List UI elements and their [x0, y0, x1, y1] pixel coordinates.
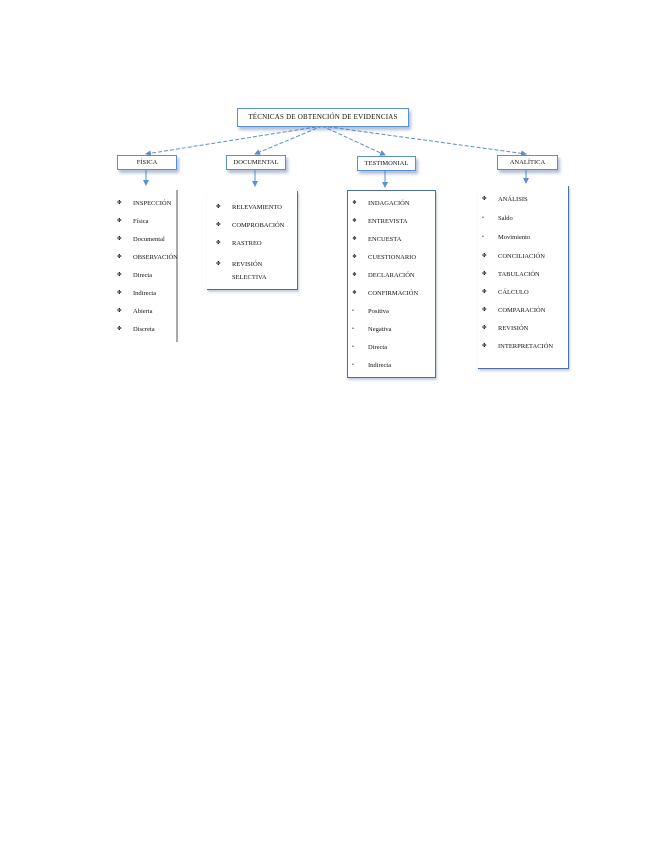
list-item: ✤ CONCILIACIÓN: [482, 253, 545, 260]
bullet-icon: ✤: [117, 290, 122, 296]
category-label: DOCUMENTAL: [233, 159, 279, 166]
list-item: ✤ Documental: [117, 236, 165, 243]
connector-root-fisica: [146, 126, 322, 154]
list-item: ✤ Física: [117, 218, 149, 225]
bullet-icon: •: [482, 234, 484, 240]
bullet-icon: ❖: [352, 290, 357, 296]
list-item: ✤ INTERPRETACIÓN: [482, 343, 554, 350]
category-testimonial: [357, 156, 416, 171]
bullet-icon: ❖: [352, 236, 357, 242]
bullet-icon: •: [482, 215, 484, 221]
bullet-icon: •: [352, 344, 354, 350]
root-label: TÉCNICAS DE OBTENCIÓN DE EVIDENCIAS: [248, 113, 398, 121]
category-label: TESTIMONIAL: [364, 160, 409, 167]
list-item: ✤ COMPARACIÓN: [482, 307, 546, 314]
bullet-icon: ✤: [117, 308, 122, 314]
list-item: ✤ ANÁLISIS: [482, 196, 528, 203]
category-label: ANALÍTICA: [509, 159, 546, 166]
list-item: • Positiva: [352, 308, 389, 315]
bullet-icon: ✤: [482, 343, 487, 349]
list-item: ❖ CUESTIONARIO: [352, 254, 417, 261]
bullet-icon: ✤: [216, 222, 221, 228]
bullet-icon: ✤: [216, 261, 221, 267]
list-analitica: [482, 196, 553, 361]
bullet-icon: •: [352, 326, 354, 332]
category-label: FÍSICA: [136, 159, 158, 166]
list-item: ✤ REVISIÓN SELECTIVA: [216, 258, 278, 284]
bullet-icon: ✤: [482, 307, 487, 313]
bullet-icon: •: [352, 308, 354, 314]
list-item: • Negativa: [352, 326, 392, 333]
list-item: ✤ RASTREO: [216, 240, 262, 247]
list-item: ✤ OBSERVACIÓN: [117, 254, 178, 261]
list-item: ❖ DECLARACIÓN: [352, 272, 415, 279]
list-item: ✤ Indirecta: [117, 290, 157, 297]
list-item: ✤ TABULACIÓN: [482, 271, 540, 278]
bullet-icon: ❖: [352, 254, 357, 260]
list-fisica: [117, 200, 178, 344]
bullet-icon: ✤: [482, 196, 487, 202]
bullet-icon: •: [352, 362, 354, 368]
bullet-icon: ✤: [482, 325, 487, 331]
list-item: • Indirecta: [352, 362, 392, 369]
list-item: ❖ ENTREVISTA: [352, 218, 408, 225]
bullet-icon: ❖: [352, 200, 357, 206]
list-item: • Saldo: [482, 215, 513, 222]
bullet-icon: ✤: [117, 254, 122, 260]
list-testimonial: [352, 200, 418, 380]
bullet-icon: ✤: [117, 200, 122, 206]
bullet-icon: ❖: [352, 218, 357, 224]
bullet-icon: ✤: [216, 204, 221, 210]
bullet-icon: ✤: [117, 236, 122, 242]
category-fisica: [117, 155, 177, 170]
list-item: ✤ INSPECCIÓN: [117, 200, 172, 207]
connector-root-documental: [255, 126, 322, 154]
list-item: ✤ Directa: [117, 272, 153, 279]
root-node: [237, 108, 409, 127]
list-documental: [216, 204, 296, 284]
list-item: • Directa: [352, 344, 388, 351]
category-documental: [226, 155, 286, 170]
list-item: ❖ INDAGACIÓN: [352, 200, 410, 207]
bullet-icon: ✤: [117, 272, 122, 278]
bullet-icon: ❖: [352, 272, 357, 278]
list-item: ❖ CONFIRMACIÓN: [352, 290, 419, 297]
bullet-icon: ✤: [117, 326, 122, 332]
list-item: ❖ ENCUESTA: [352, 236, 402, 243]
list-item: • Movimiento: [482, 234, 531, 241]
bullet-icon: ✤: [117, 218, 122, 224]
bullet-icon: ✤: [482, 271, 487, 277]
list-item: ✤ RELEVAMIENTO: [216, 204, 282, 211]
list-item: ✤ Discreta: [117, 326, 155, 333]
list-item: ✤ COMPROBACIÓN: [216, 222, 285, 229]
list-item: ✤ REVISIÓN: [482, 325, 529, 332]
bullet-icon: ✤: [482, 289, 487, 295]
bullet-icon: ✤: [216, 240, 221, 246]
bullet-icon: ✤: [482, 253, 487, 259]
category-analitica: [497, 155, 558, 170]
list-item: ✤ Abierta: [117, 308, 153, 315]
list-item: ✤ CÁLCULO: [482, 289, 529, 296]
